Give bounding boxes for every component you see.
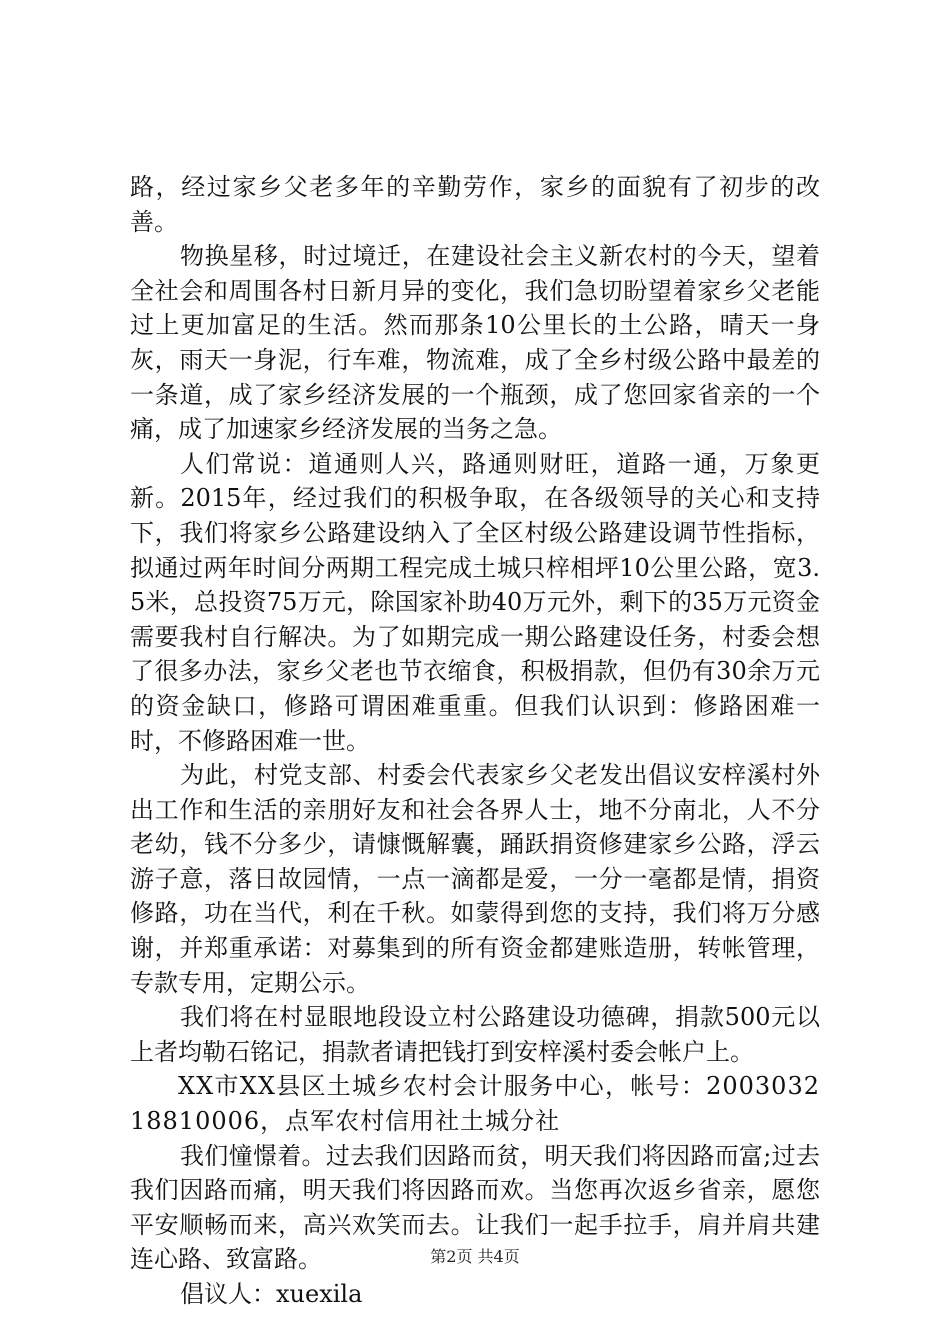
page-footer: 第2页 共4页: [430, 1247, 520, 1266]
paragraph-appeal: 为此，村党支部、村委会代表家乡父老发出倡议安梓溪村外出工作和生活的亲朋好友和社会各界人士，地不分南北，人不分老幼，钱不分多少，请慷慨解囊，踊跃捐资修建家乡公路，浮云游子意，落日故园情，一点一滴都是爱，一分一毫都是情，捐资修路，功在当代，利在千秋。如蒙得到您的支持，我们将万分感谢，并郑重承诺：对募集到的所有资金都建账造册，转帐管理，专款专用，定期公示。: [130, 761, 820, 997]
paragraph-vision: 我们憧憬着。过去我们因路而贫，明天我们将因路而富;过去我们因路而痛，明天我们将因路而欢。当您再次返乡省亲，愿您平安顺畅而来，高兴欢笑而去。让我们一起手拉手，肩并肩共建连心路、致富路。: [130, 1141, 820, 1274]
paragraph-signature: 倡议人：xuexila: [180, 1280, 363, 1308]
paragraph-merit-monument: 我们将在村显眼地段设立村公路建设功德碑，捐款500元以上者均勒石铭记，捐款者请把钱打到安梓溪村委会帐户上。: [130, 1003, 820, 1066]
paragraph-bank-account: XX市XX县区土城乡农村会计服务中心，帐号：200303218810006，点军农村信用社土城分社: [130, 1072, 820, 1136]
paragraph-continuation: 路，经过家乡父老多年的辛勤劳作，家乡的面貌有了初步的改善。: [130, 173, 820, 236]
paragraph-new-village: 物换星移，时过境迁，在建设社会主义新农村的今天，望着全社会和周围各村日新月异的变化，我们急切盼望着家乡父老能过上更加富足的生活。然而那条10公里长的土公路，晴天一身灰，雨天一身泥，行车难，物流难，成了全乡村级公路中最差的一条道，成了家乡经济发展的一个瓶颈，成了您回家省亲的一个痛，成了加速家乡经济发展的当务之急。: [130, 242, 820, 444]
document-body: [130, 170, 820, 1312]
paragraph-road-plan: 人们常说：道通则人兴，路通则财旺，道路一通，万象更新。2015年，经过我们的积极争取，在各级领导的关心和支持下，我们将家乡公路建设纳入了全区村级公路建设调节性指标，拟通过两年时间分两期工程完成土城只梓相坪10公里公路，宽3.5米，总投资75万元，除国家补助40万元外，剩下的35万元资金需要我村自行解决。为了如期完成一期公路建设任务，村委会想了很多办法，家乡父老也节衣缩食，积极捐款，但仍有30余万元的资金缺口，修路可谓困难重重。但我们认识到：修路困难一时，不修路困难一世。: [130, 449, 820, 755]
